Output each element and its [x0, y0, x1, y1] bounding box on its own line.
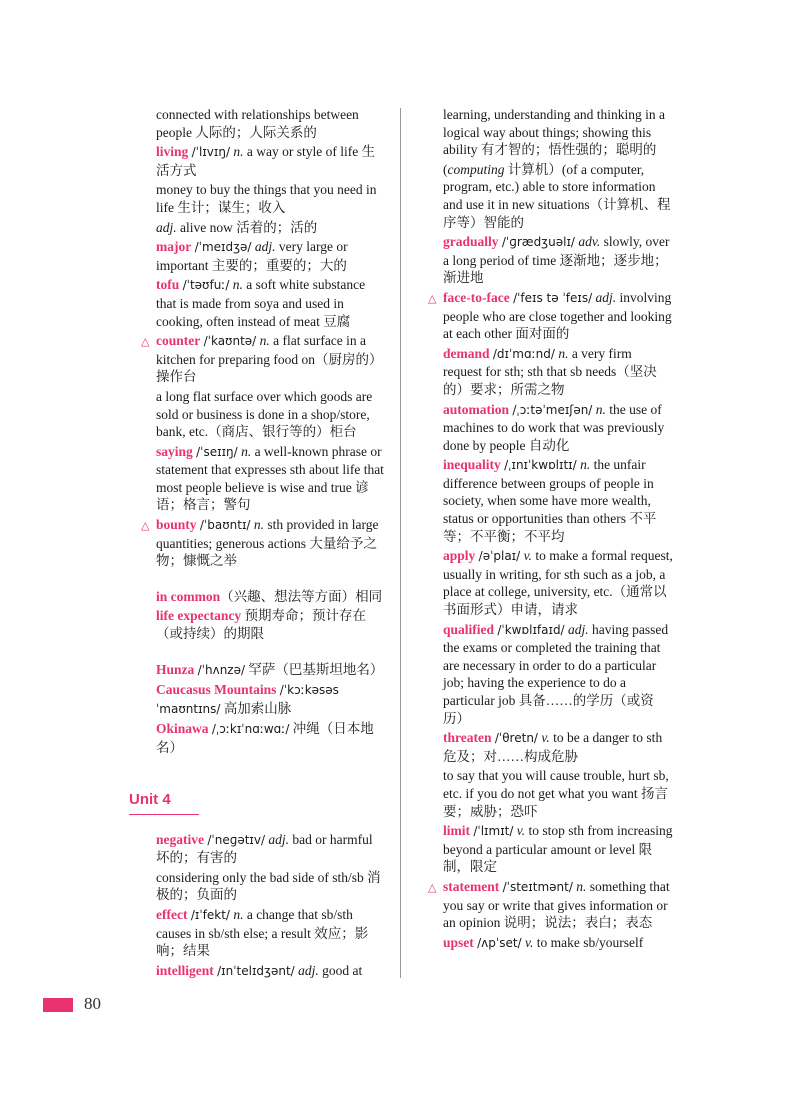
glossary-entry-automation: [443, 401, 673, 455]
definition: 高加索山脉: [223, 700, 292, 716]
phonetic: /ˈkwɒlɪfaɪd/: [497, 622, 565, 637]
glossary-entry-inequality: [443, 456, 673, 545]
phonetic: /ˈfeɪs tə ˈfeɪs/: [513, 290, 593, 305]
part-of-speech: adj.: [254, 239, 276, 255]
glossary-entry-negative: [156, 831, 386, 867]
definition: very large or important 主要的；重要的；大的: [156, 239, 348, 273]
part-of-speech: n.: [233, 144, 244, 160]
glossary-entry-major: [156, 238, 386, 274]
headword: Hunza: [156, 661, 195, 677]
phonetic: /əˈplaɪ/: [478, 549, 521, 564]
phonetic: /ˌɔːkɪˈnɑːwɑː/: [211, 722, 290, 737]
headword: face-to-face: [443, 289, 510, 305]
headword: in common: [156, 588, 221, 604]
definition: to stop sth from increasing beyond a particular amount or level 限制，限定: [443, 823, 673, 875]
part-of-speech: n.: [232, 277, 243, 293]
phonetic: /ˈsteɪtmənt/: [502, 879, 573, 894]
headword: automation: [443, 401, 510, 417]
glossary-entry-upset: [443, 934, 673, 953]
glossary-entry: [156, 869, 386, 904]
part-of-speech: n.: [595, 401, 606, 417]
glossary-entry-intelligent: [156, 962, 386, 981]
phonetic: /ˈkɔːkəsəs ˈmaʊntɪns/: [156, 683, 339, 716]
headword: life expectancy: [156, 608, 242, 624]
part-of-speech: v.: [516, 823, 526, 839]
headword: intelligent: [156, 962, 214, 978]
triangle-marker-icon: △: [141, 335, 150, 349]
definition-text: to say that you will cause trouble, hurt sb, etc. if you do not get what you want 扬言要；威胁；恐吓: [443, 768, 669, 819]
headword: Okinawa: [156, 721, 209, 737]
headword: effect: [156, 906, 188, 922]
definition-text: connected with relationships between people 人际的；人际关系的: [156, 107, 359, 140]
glossary-entry-living: [156, 143, 386, 179]
glossary-entry-hunza: [156, 661, 386, 680]
definition: having passed the exams or completed the training that are necessary in order to do a particular job; having the experience to do a particular job 具备……的学历（或资历）: [443, 621, 669, 726]
headword: tofu: [156, 277, 180, 293]
headword: statement: [443, 878, 500, 894]
headword: bounty: [156, 517, 197, 533]
definition: the unfair difference between groups of people in society, when some have more wealth, status or opportunities than others 不平等；不平衡；不平均: [443, 457, 657, 544]
triangle-marker-icon: △: [428, 880, 437, 894]
glossary-entry-life-expectancy: [156, 607, 386, 642]
definition: a way or style of life 生活方式: [156, 144, 376, 178]
part-of-speech: adv.: [578, 234, 601, 250]
part-of-speech: n.: [241, 443, 252, 459]
definition: good at: [322, 962, 363, 978]
headword: living: [156, 144, 189, 160]
headword: threaten: [443, 730, 492, 746]
definition: to be a danger to sth 危及；对……构成危胁: [443, 730, 663, 764]
headword: saying: [156, 443, 193, 459]
definition: the use of machines to do work that was previously done by people 自动化: [443, 401, 665, 453]
definition: to make sb/yourself: [536, 934, 644, 950]
page-number-tab: [43, 998, 73, 1012]
phonetic: /ˈtəʊfuː/: [182, 278, 230, 293]
phonetic: /dɪˈmɑːnd/: [492, 346, 555, 361]
glossary-entry-saying: [156, 443, 386, 514]
part-of-speech: adj.: [156, 219, 177, 235]
glossary-entry: (computing 计算机）(of a computer, program, etc.) able to store information and use it in new situations（计算机、程序等）智能的: [443, 161, 671, 230]
headword: gradually: [443, 234, 499, 250]
glossary-entry-threaten: [443, 729, 673, 765]
phonetic: /ˌɔːtəˈmeɪʃən/: [512, 402, 593, 417]
triangle-marker-icon: △: [428, 291, 437, 305]
definition: something that you say or write that gives information or an opinion 说明；说法；表白；表态: [443, 878, 670, 931]
definition-text: money to buy the things that you need in life 生计；谋生；收入: [156, 182, 377, 215]
glossary-entry-statement: [428, 878, 673, 932]
headword: inequality: [443, 457, 501, 473]
triangle-marker-icon: △: [141, 519, 150, 533]
definition: a flat surface in a kitchen for preparing food on（厨房的）操作台: [156, 333, 383, 385]
definition-text: a long flat surface over which goods are sold or business is done in a shop/store, bank, etc.（商店、银行等的）柜台: [156, 388, 373, 440]
glossary-entry-tofu: [156, 276, 386, 330]
glossary-entry-counter: [141, 332, 386, 386]
definition: a change that sb/sth causes in sb/sth else; a result 效应；影响；结果: [156, 906, 369, 959]
column-divider: [400, 108, 401, 978]
definition-text: considering only the bad side of sth/sb 消极的；负面的: [156, 869, 381, 903]
part-of-speech: n.: [259, 333, 270, 349]
glossary-entry-limit: [443, 822, 673, 876]
definition: 罕萨（巴基斯坦地名）: [248, 661, 384, 677]
headword: demand: [443, 345, 490, 361]
definition: a very firm request for sth; sth that sb needs（坚决的）要求；所需之物: [443, 345, 657, 397]
part-of-speech: adj.: [298, 962, 319, 978]
definition: a well-known phrase or statement that expresses sth about life that most people believe is wise and true 谚语；格言；警句: [156, 443, 384, 513]
headword: major: [156, 239, 192, 255]
phonetic: /ˈlɪmɪt/: [473, 824, 514, 839]
definition: 计算机）(of a computer, program, etc.) able to store information and use it in new situations（计算机、程序等）智能的: [443, 161, 671, 230]
unit-heading: Unit 4: [129, 790, 171, 808]
headword: negative: [156, 831, 204, 847]
part-of-speech: adj.: [595, 289, 617, 305]
glossary-entry: [443, 106, 673, 159]
part-of-speech: adj.: [268, 831, 290, 847]
phonetic: /ˈbaʊntɪ/: [199, 518, 251, 533]
phonetic: /ɪˈfekt/: [190, 907, 230, 922]
phonetic: /ˌɪnɪˈkwɒlɪtɪ/: [504, 458, 577, 473]
definition: slowly, over a long period of time 逐渐地；逐步地；渐进地: [443, 234, 670, 286]
glossary-entry-apply: [443, 547, 673, 618]
page-number: 80: [84, 994, 101, 1013]
glossary-entry: [156, 388, 386, 441]
part-of-speech: n.: [558, 345, 569, 361]
glossary-entry: [156, 106, 386, 141]
phonetic: /ˈlɪvɪŋ/: [191, 145, 230, 160]
definition: bad or harmful 坏的；有害的: [156, 831, 373, 866]
part-of-speech: n.: [253, 517, 264, 533]
glossary-entry-face-to-face: [428, 289, 673, 343]
phonetic: /ˈhʌnzə/: [197, 662, 246, 677]
phonetic: /ʌpˈset/: [477, 935, 522, 950]
glossary-entry-bounty: [141, 516, 386, 570]
part-of-speech: n.: [233, 906, 244, 922]
glossary-entry-qualified: [443, 621, 673, 728]
definition: alive now 活着的；活的: [180, 219, 318, 235]
definition: a soft white substance that is made from soya and used in cooking, often instead of meat 豆腐: [156, 277, 366, 329]
unit-heading-rule: [129, 814, 199, 815]
part-of-speech: n.: [580, 457, 591, 473]
phonetic: /ɪnˈtelɪdʒənt/: [217, 963, 295, 978]
headword: counter: [156, 333, 201, 349]
phonetic: /ˈɡrædʒuəlɪ/: [501, 235, 575, 250]
part-of-speech: v.: [523, 548, 532, 564]
glossary-entry-okinawa: [156, 720, 386, 756]
usage-label: computing: [447, 161, 505, 177]
headword: limit: [443, 823, 470, 839]
glossary-entry: [156, 181, 386, 216]
part-of-speech: adj.: [567, 621, 589, 637]
glossary-entry: [443, 767, 673, 820]
right-column: [428, 106, 673, 954]
definition: 冲绳（日本地名）: [156, 721, 374, 755]
part-of-speech: v.: [524, 934, 534, 950]
glossary-entry: [156, 219, 386, 237]
phonetic: /ˈmeɪdʒə/: [194, 240, 252, 255]
phonetic: /ˈneɡətɪv/: [207, 832, 266, 847]
definition-text: learning, understanding and thinking in a logical way about things; showing this ability 有才智的；悟性强的；聪明的: [443, 107, 665, 158]
headword: upset: [443, 934, 474, 950]
headword: qualified: [443, 621, 495, 637]
headword: Caucasus Mountains: [156, 682, 277, 698]
phonetic: /ˈkaʊntə/: [203, 334, 257, 349]
left-column: [129, 106, 386, 982]
part-of-speech: n.: [576, 878, 587, 894]
part-of-speech: v.: [541, 730, 550, 746]
glossary-entry-caucasus: [156, 681, 386, 718]
glossary-entry-demand: [443, 345, 673, 399]
phonetic: /ˈseɪɪŋ/: [196, 444, 238, 459]
glossary-entry-gradually: [443, 233, 673, 287]
definition: sth provided in large quantities; generous actions 大量给予之物；慷慨之举: [156, 517, 379, 569]
definition: 预期寿命；预计存在（或持续）的期限: [156, 608, 366, 642]
glossary-entry-effect: [156, 906, 386, 960]
phonetic: /ˈθretn/: [494, 731, 538, 746]
definition: to make a formal request, usually in writing, for sth such as a job, a place at college, university, etc.（通常以书面形式）申请，请求: [443, 548, 673, 618]
definition: （兴趣、想法等方面）相同: [220, 588, 383, 604]
headword: apply: [443, 548, 476, 564]
glossary-entry-in-common: [156, 588, 386, 606]
definition: involving people who are close together and looking at each other 面对面的: [443, 289, 672, 342]
